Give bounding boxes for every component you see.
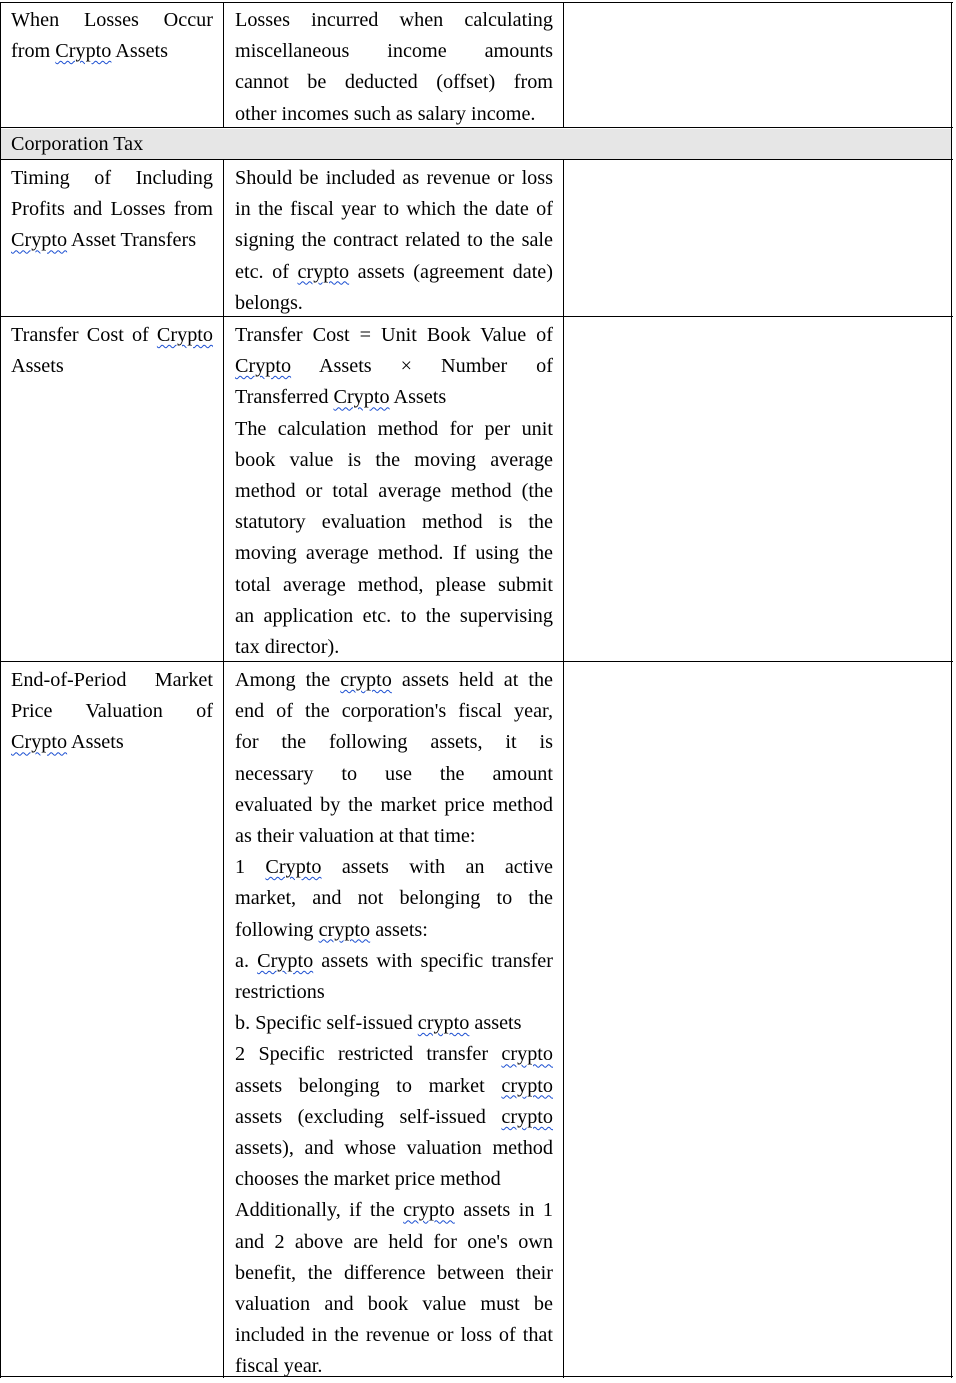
description-line: benefit, the difference between their [235, 1261, 553, 1284]
description-line: evaluated by the market price method [235, 793, 553, 816]
description-line: following crypto assets: [235, 918, 428, 941]
description-line: fiscal year. [235, 1355, 323, 1378]
description-line: end of the corporation's fiscal year, [235, 700, 553, 723]
description-line: valuation and book value must be [235, 1293, 553, 1316]
column-divider [223, 159, 224, 1378]
description-line: for the following assets, it is [235, 731, 553, 754]
description-line: The calculation method for per unit [235, 417, 553, 440]
description-line: necessary to use the amount [235, 762, 553, 785]
description-line: 2 Specific restricted transfer crypto [235, 1043, 553, 1066]
description-line: other incomes such as salary income. [235, 102, 536, 125]
item-cell: Transfer Cost of Crypto Assets [11, 324, 213, 378]
description-line: method or total average method (the [235, 480, 553, 503]
description-line: signing the contract related to the sale [235, 229, 553, 252]
table-border-left [0, 2, 1, 1378]
description-line: and 2 above are held for one's own [235, 1230, 553, 1253]
description-line: market, and not belonging to the [235, 887, 553, 910]
description-line: assets), and whose valuation method [235, 1137, 553, 1160]
description-line: Additionally, if the crypto assets in 1 [235, 1199, 553, 1222]
column-divider [563, 2, 564, 127]
description-line: statutory evaluation method is the [235, 511, 553, 534]
description-line: a. Crypto assets with specific transfer [235, 949, 553, 972]
table-border-right [951, 2, 952, 1378]
item-cell: Timing of Including Profits and Losses from Crypto Asset Transfers [11, 167, 213, 252]
description-line: assets (excluding self-issued crypto [235, 1105, 553, 1128]
description-line: b. Specific self-issued crypto assets [235, 1012, 522, 1035]
description-line: Transferred Crypto Assets [235, 386, 447, 409]
description-line: miscellaneous income amounts [235, 40, 553, 63]
description-line: assets belonging to market crypto [235, 1074, 553, 1097]
description-line: Crypto Assets × Number of [235, 355, 553, 378]
column-divider [223, 2, 224, 127]
section-label: Corporation Tax [11, 133, 144, 155]
description-line: Should be included as revenue or loss [235, 167, 553, 189]
description-line: cannot be deducted (offset) from [235, 71, 553, 94]
description-line: Transfer Cost = Unit Book Value of [235, 324, 553, 346]
item-cell: When Losses Occur from Crypto Assets [11, 9, 213, 63]
description-line: as their valuation at that time: [235, 825, 476, 848]
description-line: Losses incurred when calculating [235, 9, 553, 31]
column-divider [563, 159, 564, 1378]
description-line: book value is the moving average [235, 448, 553, 471]
description-line: belongs. [235, 291, 303, 314]
description-line: an application etc. to the supervising [235, 604, 553, 627]
description-line: moving average method. If using the [235, 542, 553, 565]
description-line: Among the crypto assets held at the [235, 669, 553, 691]
description-line: in the fiscal year to which the date of [235, 198, 553, 221]
description-line: chooses the market price method [235, 1168, 501, 1191]
description-line: restrictions [235, 981, 325, 1004]
description-line: tax director). [235, 636, 340, 659]
description-line: total average method, please submit [235, 573, 553, 596]
item-cell: End-of-Period Market Price Valuation of Crypto Assets [11, 669, 213, 754]
description-line: etc. of crypto assets (agreement date) [235, 260, 553, 283]
table-columns [0, 2, 953, 1378]
description-line: included in the revenue or loss of that [235, 1324, 553, 1347]
description-line: 1 Crypto assets with an active [235, 856, 554, 879]
